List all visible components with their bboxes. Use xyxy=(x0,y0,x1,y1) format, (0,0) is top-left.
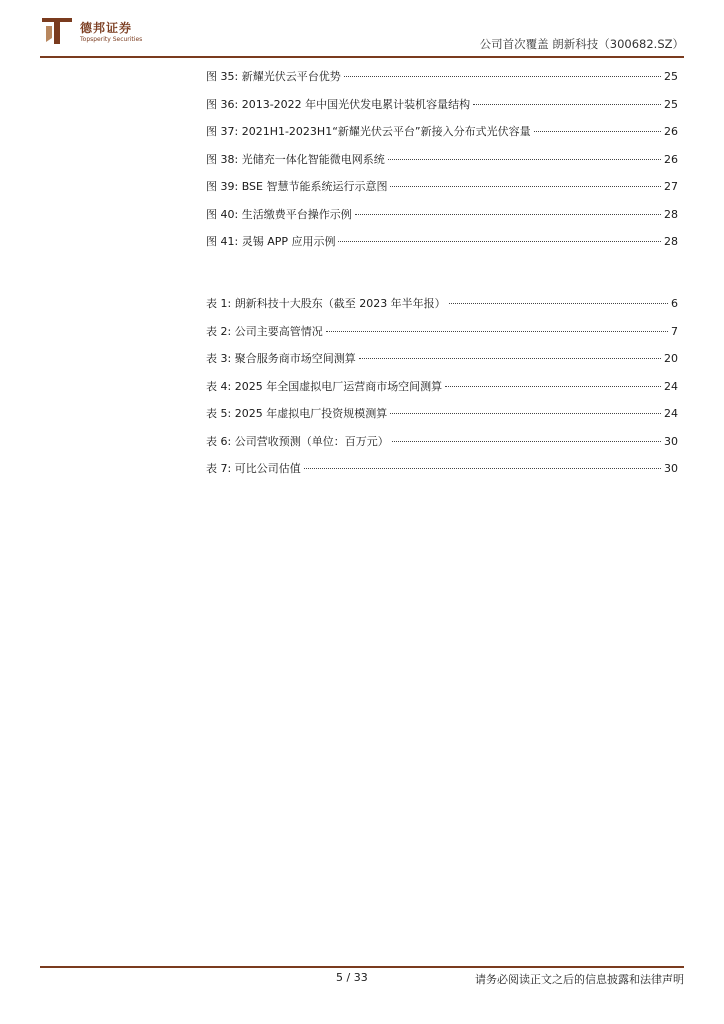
toc-entry-figure[interactable] xyxy=(206,233,678,261)
page-number: 5 / 33 xyxy=(336,971,368,984)
toc-page: 24 xyxy=(664,379,678,393)
toc-entry-figure[interactable] xyxy=(206,96,678,124)
toc-leader xyxy=(390,186,661,187)
toc-entry-table[interactable] xyxy=(206,378,678,406)
toc-page: 20 xyxy=(664,352,678,365)
toc-page: 24 xyxy=(664,407,678,420)
toc-label: 图 38: 光储充一体化智能微电网系统 xyxy=(206,152,385,166)
toc-label: 表 5: 2025 年虚拟电厂投资规模测算 xyxy=(206,407,388,420)
toc-leader xyxy=(473,104,661,105)
toc-label: 图 37: 2021H1-2023H1“新耀光伏云平台”新接入分布式光伏容量 xyxy=(206,125,531,138)
toc-label: 图 40: 生活缴费平台操作示例 xyxy=(206,207,352,221)
toc-entry-table[interactable] xyxy=(206,295,678,323)
disclaimer-text: 请务必阅读正文之后的信息披露和法律声明 xyxy=(475,973,684,986)
toc-page: 30 xyxy=(664,462,678,475)
toc-entry-figure[interactable] xyxy=(206,123,678,151)
toc-leader xyxy=(359,358,661,359)
brand-name: 德邦证券 xyxy=(80,21,133,35)
report-info: 公司首次覆盖 朗新科技（300682.SZ） xyxy=(479,37,684,51)
toc-page: 25 xyxy=(664,97,678,111)
toc-entry-table[interactable] xyxy=(206,350,678,378)
toc-leader xyxy=(326,331,668,332)
toc-leader xyxy=(392,441,661,442)
toc-label: 图 36: 2013-2022 年中国光伏发电累计装机容量结构 xyxy=(206,97,471,111)
toc-label: 图 35: 新耀光伏云平台优势 xyxy=(206,70,341,83)
toc-entry-figure[interactable] xyxy=(206,206,678,234)
toc-entry-table[interactable] xyxy=(206,460,678,488)
toc-entry-table[interactable] xyxy=(206,323,678,351)
toc-leader xyxy=(388,159,661,160)
toc-leader xyxy=(534,131,661,132)
toc-page: 26 xyxy=(664,152,678,166)
toc-page: 25 xyxy=(664,70,678,83)
toc-leader xyxy=(445,386,661,387)
toc-page: 30 xyxy=(664,434,678,448)
toc-page: 27 xyxy=(664,180,678,193)
header-divider xyxy=(40,56,684,58)
toc-entry-table[interactable] xyxy=(206,405,678,433)
toc-entry-figure[interactable] xyxy=(206,151,678,179)
toc-leader xyxy=(355,214,661,215)
toc-entry-figure[interactable] xyxy=(206,178,678,206)
toc-page: 28 xyxy=(664,207,678,221)
toc-page: 26 xyxy=(664,125,678,138)
toc-label: 表 4: 2025 年全国虚拟电厂运营商市场空间测算 xyxy=(206,379,443,393)
toc-entry-figure[interactable] xyxy=(206,68,678,96)
toc-label: 图 41: 灵锡 APP 应用示例 xyxy=(206,235,336,248)
brand-logo-icon xyxy=(40,14,74,48)
company-logo xyxy=(40,14,150,48)
figure-list xyxy=(206,68,678,261)
toc-page: 7 xyxy=(671,324,678,338)
table-list xyxy=(206,295,678,488)
toc-label: 图 39: BSE 智慧节能系统运行示意图 xyxy=(206,180,388,193)
toc-entry-table[interactable] xyxy=(206,433,678,461)
brand-name-en: Topsperity Securities xyxy=(80,36,143,43)
toc-label: 表 7: 可比公司估值 xyxy=(206,462,301,475)
toc-leader xyxy=(344,76,661,77)
toc-leader xyxy=(338,241,661,242)
toc-label: 表 2: 公司主要高管情况 xyxy=(206,324,323,338)
toc-label: 表 3: 聚合服务商市场空间测算 xyxy=(206,352,356,365)
toc-label: 表 6: 公司营收预测（单位：百万元） xyxy=(206,434,389,448)
toc-leader xyxy=(390,413,661,414)
toc-leader xyxy=(449,303,668,304)
toc-page: 6 xyxy=(671,297,678,310)
toc-page: 28 xyxy=(664,235,678,248)
footer-divider xyxy=(40,966,684,968)
toc-label: 表 1: 朗新科技十大股东（截至 2023 年半年报） xyxy=(206,297,446,310)
toc-leader xyxy=(304,468,661,469)
